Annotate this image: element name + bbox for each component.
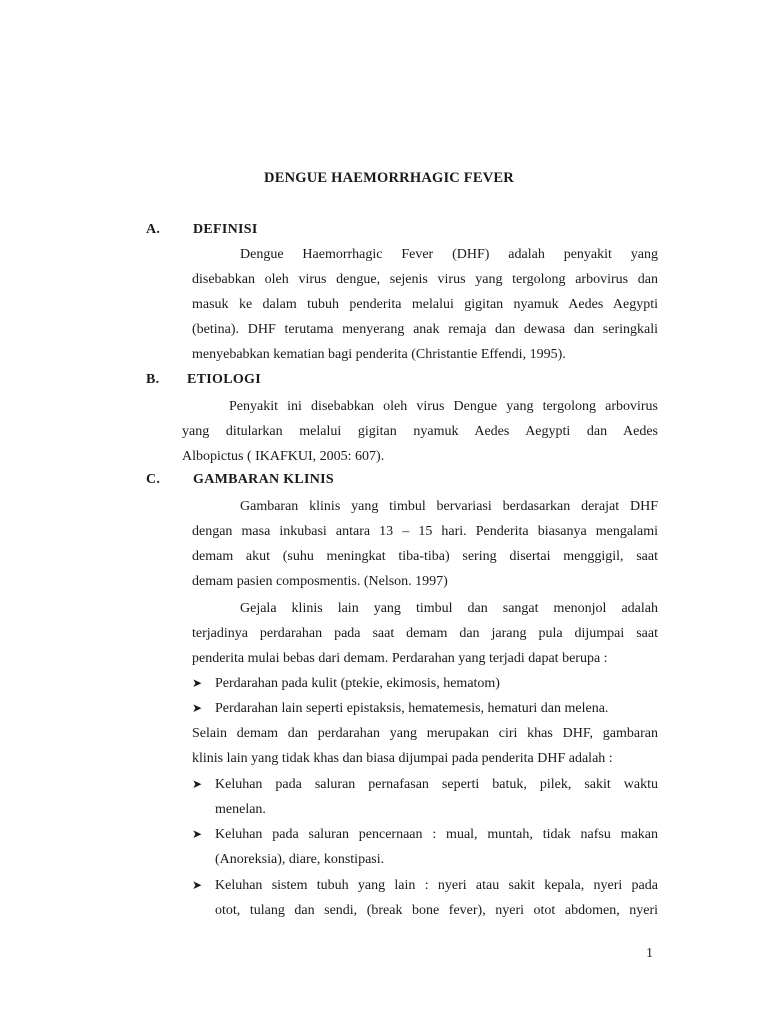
text-line: demam pasien composmentis. (Nelson. 1997): [192, 574, 448, 589]
section-c-paragraph-1: [192, 494, 658, 594]
arrow-bullet-icon: ➤: [192, 827, 203, 841]
bullet-text: [215, 671, 500, 696]
section-title: ETIOLOGI: [187, 372, 261, 387]
text-line: Penyakit ini disebabkan oleh virus Dengue yang tergolong arbovirus: [229, 399, 658, 414]
text-line: Albopictus ( IKAFKUI, 2005: 607).: [182, 449, 385, 464]
text-line: Selain demam dan perdarahan yang merupakan ciri khas DHF, gambaran: [192, 726, 658, 741]
arrow-bullet-icon: ➤: [192, 777, 203, 791]
text-line: Dengue Haemorrhagic Fever (DHF) adalah penyakit yang: [240, 247, 658, 262]
text-line: demam akut (suhu meningkat tiba-tiba) sering disertai menggigil, saat: [192, 549, 658, 564]
text-line: dengan masa inkubasi antara 13 – 15 hari. Penderita biasanya mengalami: [192, 524, 658, 539]
text-line: Gambaran klinis yang timbul bervariasi berdasarkan derajat DHF: [240, 499, 658, 514]
text-line: yang ditularkan melalui gigitan nyamuk Aedes Aegypti dan Aedes: [182, 424, 658, 439]
text-line: otot, tulang dan sendi, (break bone fever), nyeri otot abdomen, nyeri: [215, 903, 658, 918]
text-line: penderita mulai bebas dari demam. Perdarahan yang terjadi dapat berupa :: [192, 651, 608, 666]
text-line: terjadinya perdarahan pada saat demam dan jarang pula dijumpai saat: [192, 626, 658, 641]
section-a-paragraph: [192, 242, 658, 367]
text-line: masuk ke dalam tubuh penderita melalui gigitan nyamuk Aedes Aegypti: [192, 297, 658, 312]
section-c-paragraph-3: [192, 721, 658, 771]
arrow-bullet-icon: ➤: [192, 701, 203, 715]
arrow-bullet-icon: ➤: [192, 676, 203, 690]
arrow-bullet-icon: ➤: [192, 878, 203, 892]
section-title: GAMBARAN KLINIS: [193, 472, 335, 487]
page-number: 1: [646, 946, 653, 961]
text-line: Keluhan sistem tubuh yang lain : nyeri atau sakit kepala, nyeri pada: [215, 878, 658, 893]
bullet-text: [215, 873, 658, 923]
text-line: Perdarahan lain seperti epistaksis, hematemesis, hematuri dan melena.: [215, 701, 609, 716]
text-line: Gejala klinis lain yang timbul dan sangat menonjol adalah: [240, 601, 658, 616]
section-c-paragraph-2: [192, 596, 658, 671]
text-line: disebabkan oleh virus dengue, sejenis virus yang tergolong arbovirus dan: [192, 272, 658, 287]
text-line: Perdarahan pada kulit (ptekie, ekimosis, hematom): [215, 676, 500, 691]
document-title: DENGUE HAEMORRHAGIC FEVER: [264, 170, 514, 186]
section-title: DEFINISI: [193, 222, 258, 237]
text-line: klinis lain yang tidak khas dan biasa dijumpai pada penderita DHF adalah :: [192, 751, 613, 766]
bullet-text: [215, 822, 658, 872]
text-line: menyebabkan kematian bagi penderita (Christantie Effendi, 1995).: [192, 347, 566, 362]
text-line: (betina). DHF terutama menyerang anak remaja dan dewasa dan seringkali: [192, 322, 658, 337]
section-letter: C.: [146, 472, 161, 487]
text-line: Keluhan pada saluran pernafasan seperti batuk, pilek, sakit waktu: [215, 777, 658, 792]
section-b-paragraph: [182, 394, 658, 469]
text-line: (Anoreksia), diare, konstipasi.: [215, 852, 385, 867]
text-line: menelan.: [215, 802, 266, 817]
section-letter: B.: [146, 372, 160, 387]
section-letter: A.: [146, 222, 161, 237]
bullet-text: [215, 696, 608, 721]
bullet-text: [215, 772, 658, 822]
text-line: Keluhan pada saluran pencernaan : mual, muntah, tidak nafsu makan: [215, 827, 658, 842]
